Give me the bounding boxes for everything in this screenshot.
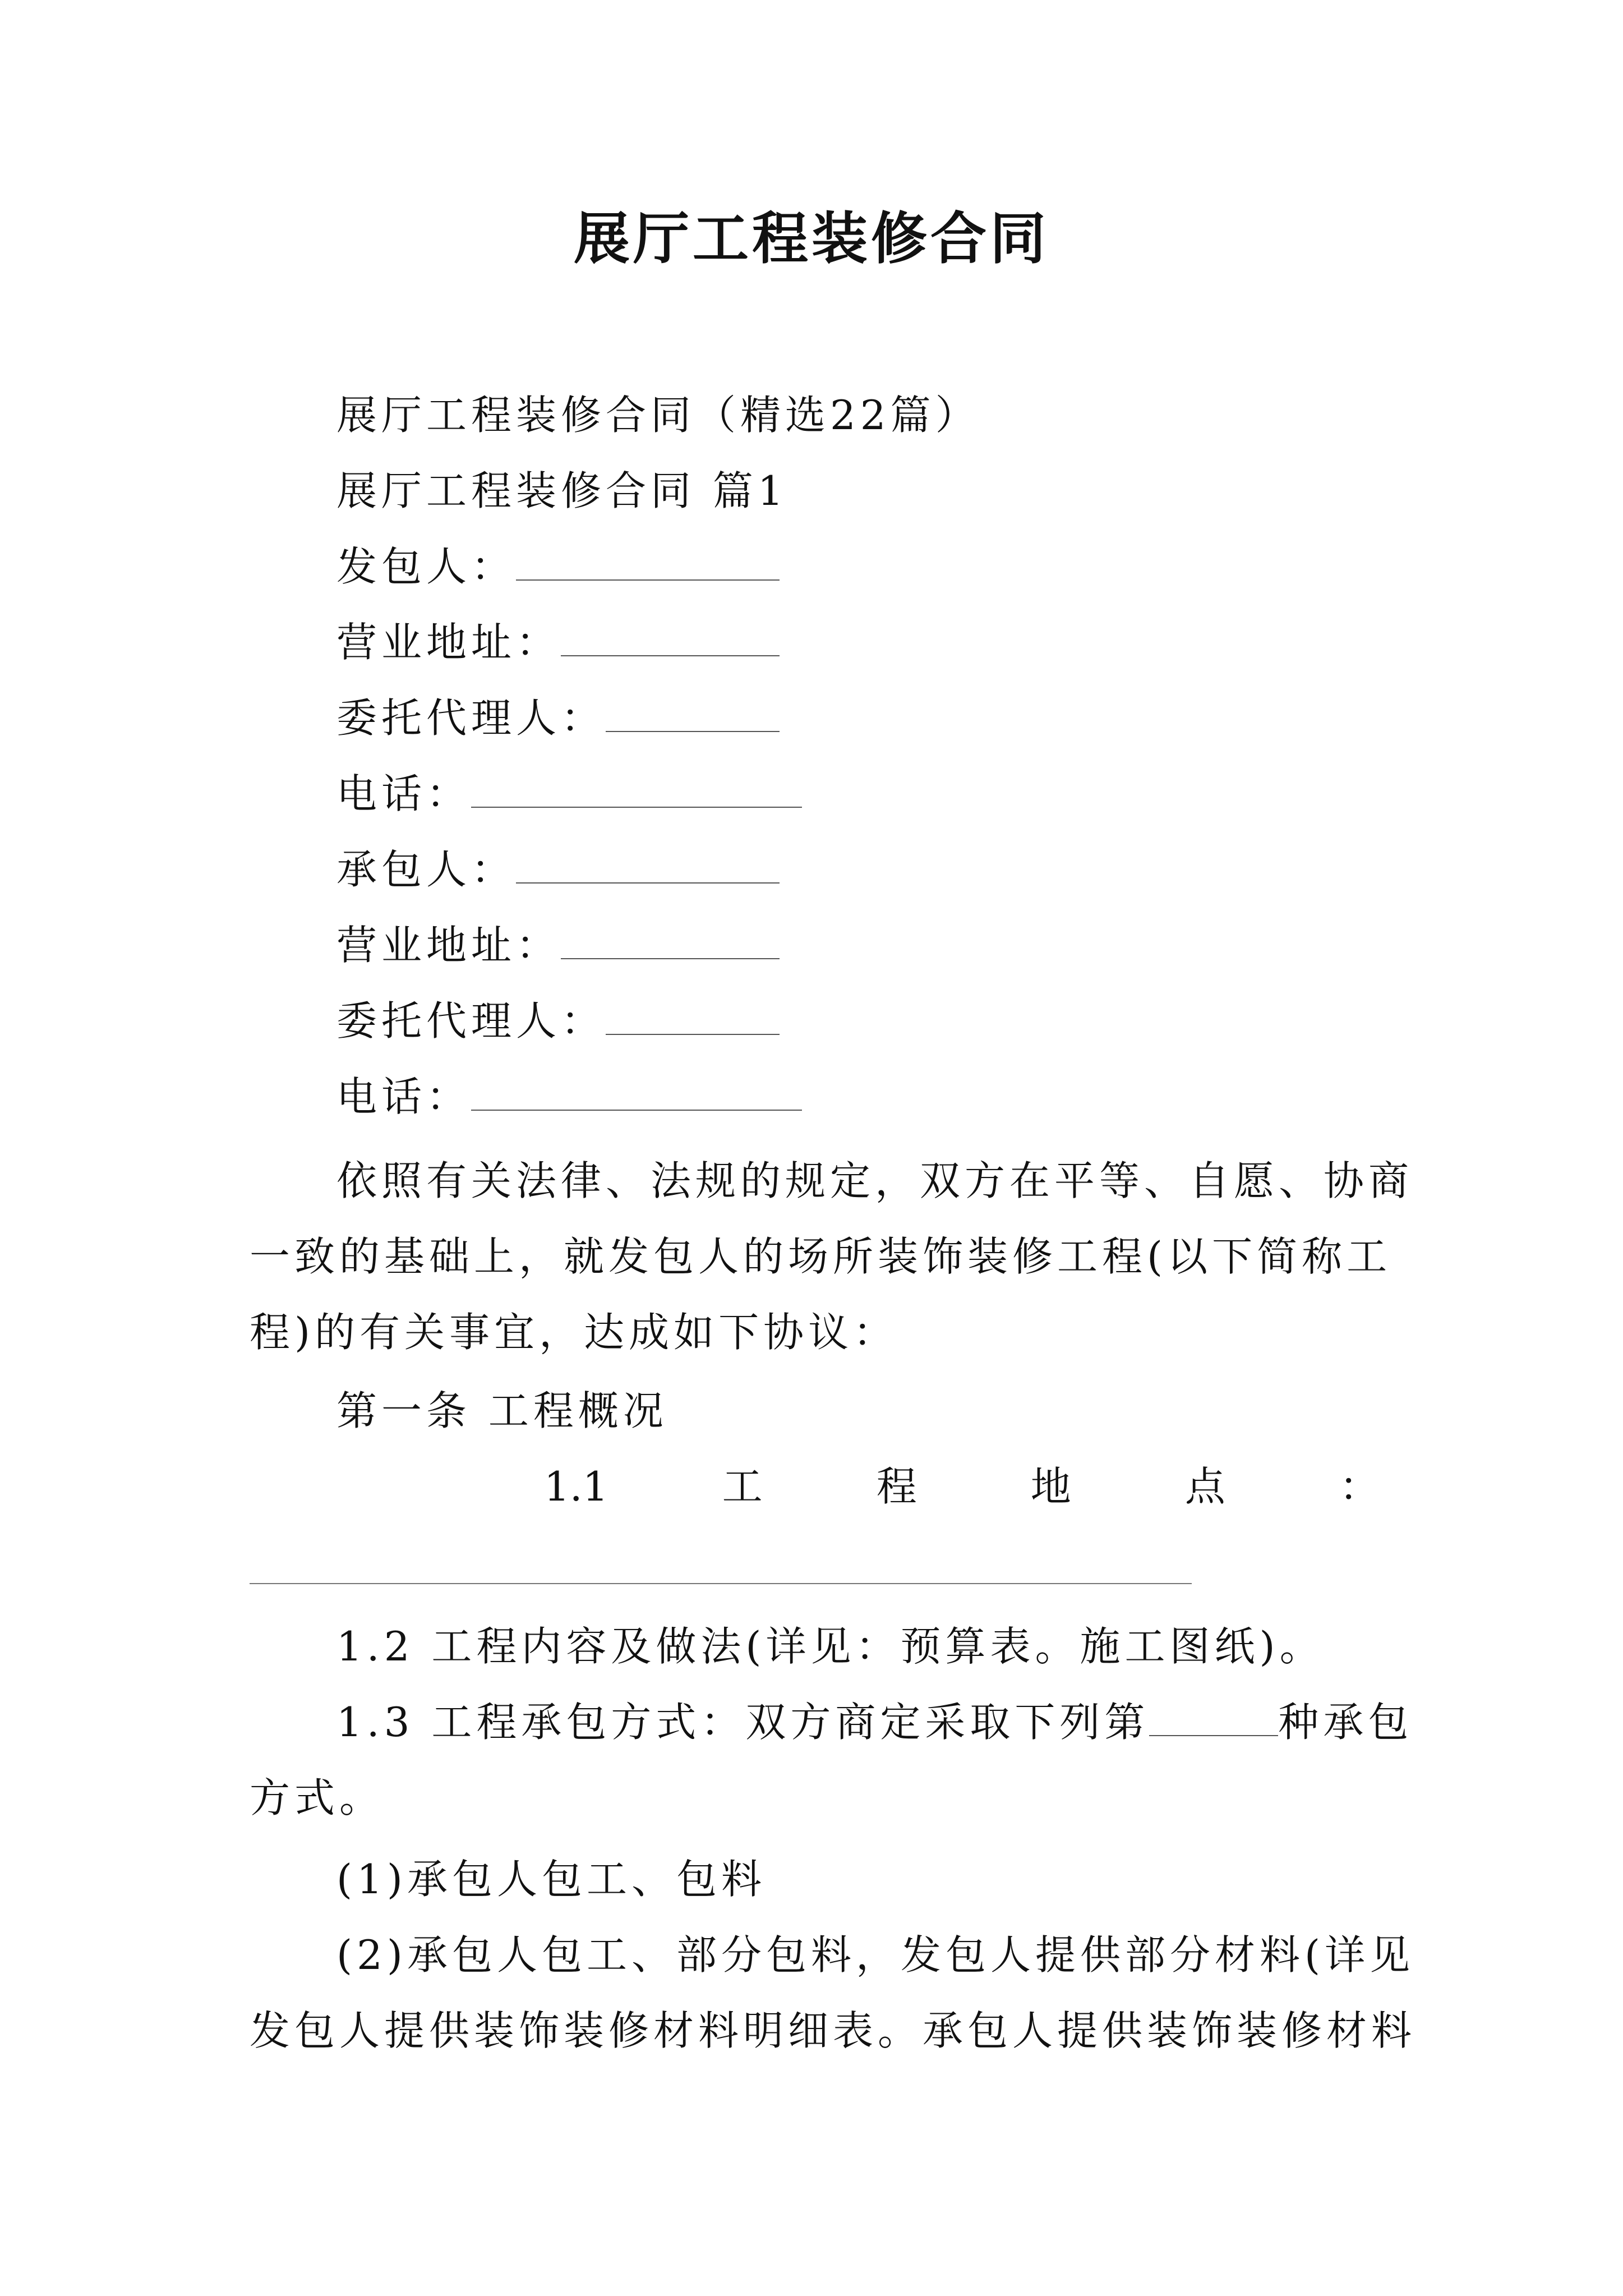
party-b-address-label: 营业地址：: [336, 922, 561, 969]
item-1-1-char: 点: [1184, 1463, 1225, 1510]
party-b-label: 承包人：: [336, 846, 517, 893]
party-a-agent-label: 委托代理人：: [336, 694, 606, 742]
item-1-3: [336, 1694, 1413, 1750]
party-b-address-field: [336, 917, 780, 973]
item-1-1-char: 地: [1030, 1463, 1071, 1510]
party-b-address-blank: [561, 924, 780, 959]
intro-line-3: 程)的有关事宜，达成如下协议：: [250, 1309, 898, 1356]
party-a-address-field: [336, 614, 780, 670]
party-b-field: [336, 841, 780, 898]
document-title: 展厅工程装修合同: [574, 205, 1049, 272]
party-a-address-label: 营业地址：: [336, 619, 561, 666]
section-heading: 展厅工程装修合同 篇1: [336, 467, 788, 514]
subtitle: 展厅工程装修合同（精选22篇）: [336, 392, 980, 439]
item-1-2: 1.2 工程内容及做法(详见：预算表。施工图纸)。: [336, 1623, 1325, 1670]
party-b-phone-field: [336, 1069, 802, 1125]
intro-line-1: 依照有关法律、法规的规定，双方在平等、自愿、协商: [336, 1157, 1414, 1204]
party-a-phone-label: 电话：: [336, 770, 472, 817]
party-b-blank: [516, 849, 780, 884]
party-b-agent-blank: [606, 1000, 780, 1035]
item-1-1-location: [544, 1458, 1380, 1515]
party-a-label: 发包人：: [336, 543, 517, 590]
party-a-phone-field: [336, 766, 802, 822]
item-1-3-blank: [1149, 1701, 1278, 1736]
item-1-3-line-2: 方式。: [250, 1774, 385, 1821]
location-blank-line: [250, 1583, 1192, 1584]
item-1-3-text: 1.3 工程承包方式：双方商定采取下列第: [336, 1699, 1150, 1746]
party-a-blank: [516, 546, 780, 581]
item-1-1-colon: ：: [1339, 1463, 1380, 1510]
item-1-1-char: 工: [722, 1463, 763, 1510]
item-1-1-number: 1.1: [544, 1463, 608, 1510]
party-a-agent-field: [336, 690, 780, 746]
article-1-heading: 第一条 工程概况: [336, 1387, 668, 1434]
party-b-phone-label: 电话：: [336, 1073, 472, 1120]
party-b-agent-field: [336, 993, 780, 1049]
party-a-phone-blank: [471, 773, 802, 808]
party-b-phone-blank: [471, 1076, 802, 1111]
option-2-line-1: (2)承包人包工、部分包料，发包人提供部分材料(详见: [336, 1931, 1415, 1978]
party-a-field: [336, 539, 780, 595]
item-1-1-char: 程: [876, 1463, 917, 1510]
item-1-3-text-end: 种承包: [1278, 1699, 1413, 1746]
option-1: (1)承包人包工、包料: [336, 1856, 766, 1903]
party-b-agent-label: 委托代理人：: [336, 997, 606, 1045]
option-2-line-2: 发包人提供装饰装修材料明细表。承包人提供装饰装修材料: [250, 2007, 1417, 2054]
party-a-address-blank: [561, 622, 780, 656]
party-a-agent-blank: [606, 697, 780, 732]
intro-line-2: 一致的基础上，就发包人的场所装饰装修工程(以下简称工: [250, 1233, 1392, 1280]
